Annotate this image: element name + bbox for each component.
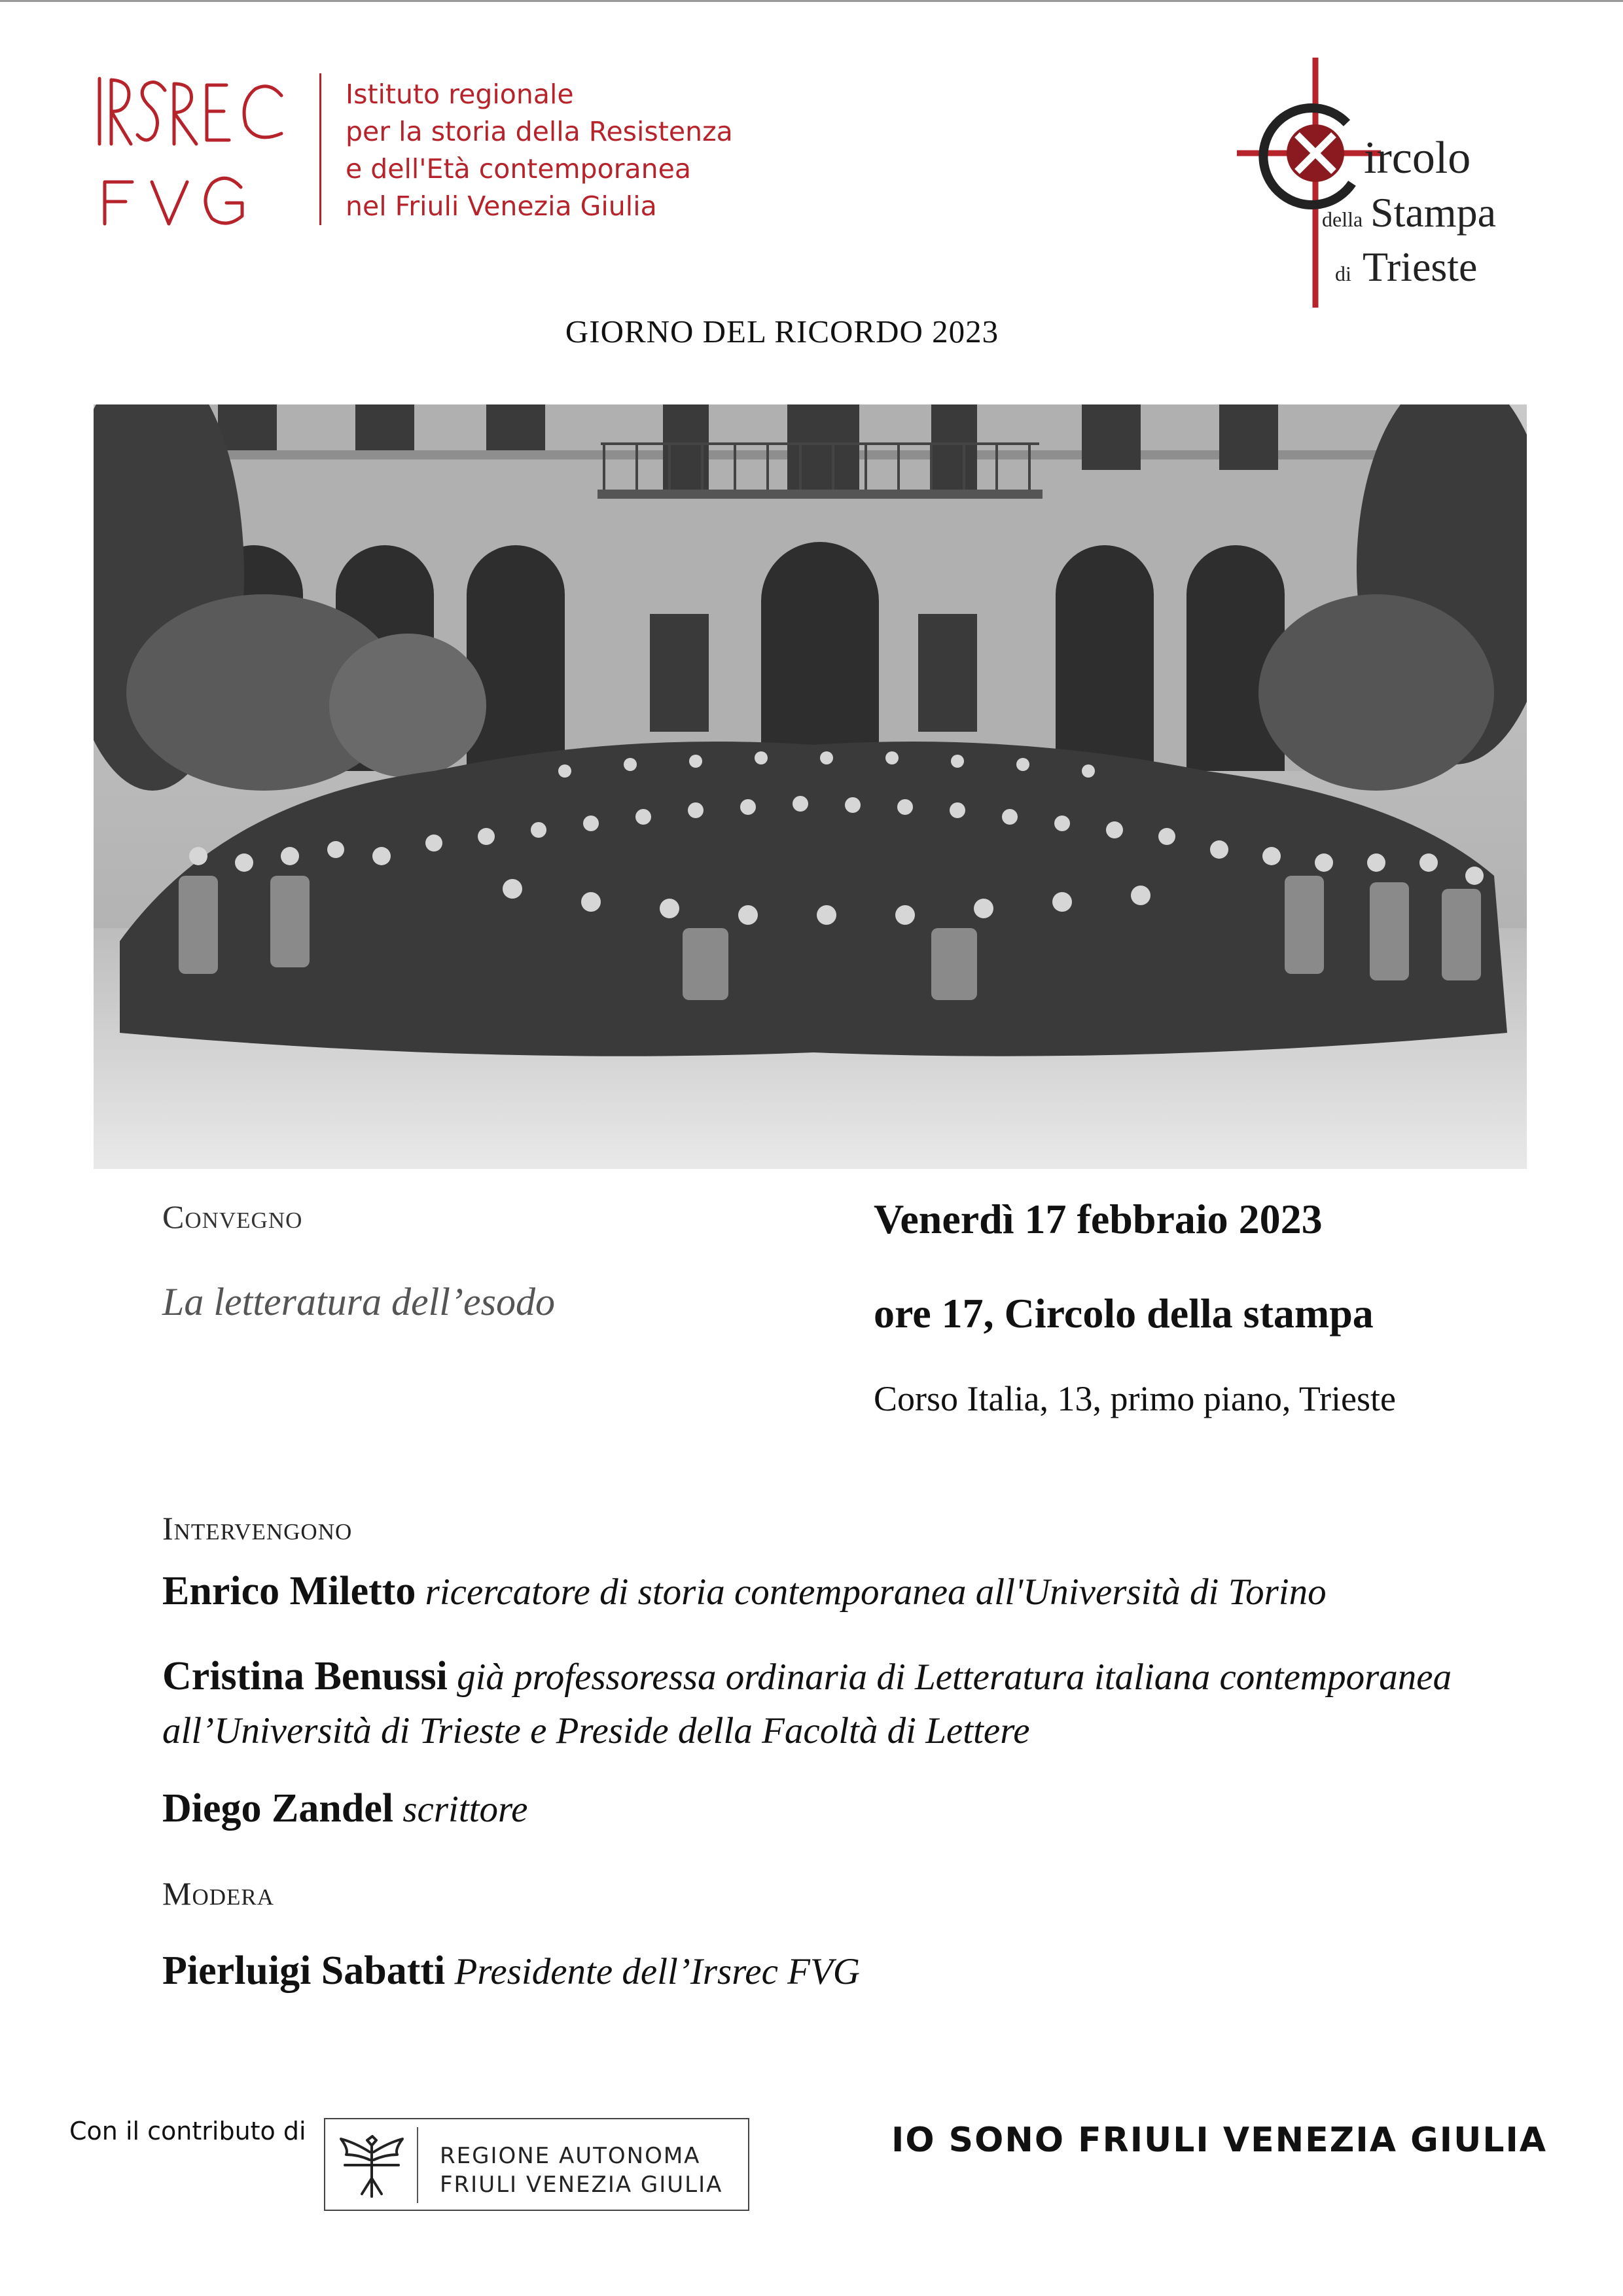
contributo-label: Con il contributo di [69, 2117, 306, 2145]
speaker-name: Cristina Benussi [162, 1654, 448, 1698]
irsrec-name-text [346, 76, 804, 225]
irsrec-line-2: per la storia della Resistenza [346, 116, 733, 147]
event-title: La letteratura dell’esodo [162, 1280, 555, 1323]
eagle-icon [336, 2126, 408, 2204]
circolo-word: ircolo [1364, 133, 1471, 183]
event-time-place: ore 17, Circolo della stampa [874, 1290, 1374, 1336]
regione-fvg-logo [324, 2118, 749, 2211]
circolo-della-stampa-logo [1224, 55, 1525, 310]
moderator-label: Modera [162, 1875, 275, 1912]
event-header-title: GIORNO DEL RICORDO 2023 [565, 314, 999, 350]
moderator [162, 1948, 860, 1994]
speaker-3 [162, 1785, 527, 1832]
regione-line-1: REGIONE AUTONOMA [440, 2143, 701, 2169]
irsrec-line-3: e dell'Età contemporanea [346, 153, 691, 185]
regione-text [440, 2142, 722, 2199]
speaker-1 [162, 1568, 1327, 1615]
stampa-word: Stampa [1370, 189, 1496, 236]
di-word: di [1335, 262, 1351, 285]
speakers-label: Intervengono [162, 1510, 353, 1547]
regione-line-2: FRIULI VENEZIA GIULIA [440, 2172, 723, 2198]
irsrec-line-1: Istituto regionale [346, 79, 574, 110]
event-type-label: Convegno [162, 1198, 303, 1235]
regione-separator [417, 2127, 418, 2203]
group-photo [94, 404, 1527, 1169]
top-border-line [0, 0, 1623, 2]
speaker-name: Diego Zandel [162, 1786, 394, 1831]
event-address: Corso Italia, 13, primo piano, Trieste [874, 1379, 1396, 1418]
speaker-name: Enrico Miletto [162, 1569, 416, 1613]
event-date: Venerdì 17 febbraio 2023 [874, 1196, 1323, 1242]
speaker-role: già professoressa ordinaria di Letteratura italiana contemporanea all’Università di Trieste e Preside della Facoltà di Lettere [162, 1657, 1452, 1751]
irsrec-logo [92, 72, 301, 229]
io-sono-fvg-slogan: IO SONO FRIULI VENEZIA GIULIA [891, 2121, 1548, 2160]
speaker-role: scrittore [402, 1789, 528, 1830]
speaker-2 [162, 1649, 1569, 1758]
della-word: della [1322, 207, 1363, 231]
irsrec-divider [319, 73, 321, 225]
trieste-word: Trieste [1363, 243, 1478, 290]
irsrec-line-4: nel Friuli Venezia Giulia [346, 190, 657, 222]
moderator-role: Presidente dell’Irsrec FVG [454, 1951, 860, 1992]
speaker-role: ricercatore di storia contemporanea all'Università di Torino [425, 1571, 1327, 1613]
moderator-name: Pierluigi Sabatti [162, 1948, 446, 1993]
